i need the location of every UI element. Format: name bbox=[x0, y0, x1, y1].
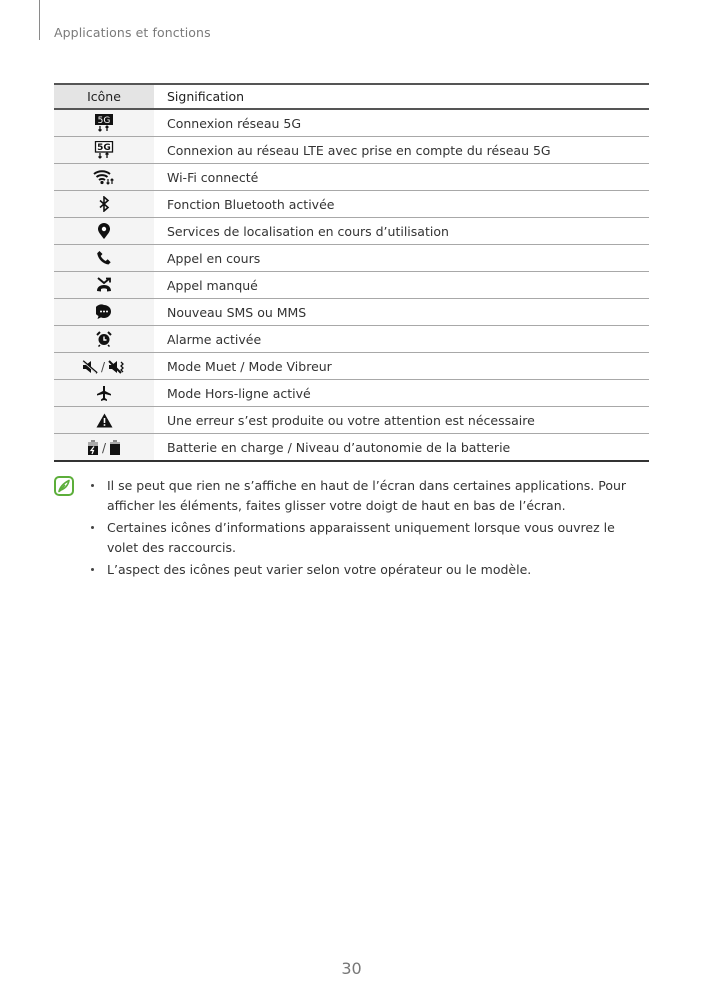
note-pencil-icon bbox=[54, 476, 74, 496]
battery-charging-icon bbox=[87, 440, 99, 455]
note-section bbox=[54, 476, 634, 583]
phone-call-icon bbox=[96, 250, 112, 266]
note-item: L’aspect des icônes peut varier selon votre opérateur ou le modèle. bbox=[107, 560, 634, 580]
table-row bbox=[54, 191, 649, 218]
alarm-clock-icon bbox=[96, 331, 112, 347]
table-row bbox=[54, 353, 649, 380]
table-row bbox=[54, 434, 649, 462]
note-list bbox=[54, 476, 634, 580]
meaning-text: Mode Hors-ligne activé bbox=[154, 380, 649, 407]
icon-separator: / bbox=[100, 359, 106, 374]
margin-rule bbox=[39, 0, 40, 40]
table-row bbox=[54, 272, 649, 299]
icon-separator: / bbox=[101, 440, 107, 455]
meaning-text: Nouveau SMS ou MMS bbox=[154, 299, 649, 326]
svg-text:5G: 5G bbox=[97, 116, 111, 126]
column-header-icon: Icône bbox=[54, 84, 154, 109]
status-icons-table bbox=[54, 83, 649, 462]
table-row bbox=[54, 218, 649, 245]
meaning-text: Appel manqué bbox=[154, 272, 649, 299]
wifi-connected-icon bbox=[93, 169, 115, 185]
svg-text:5G: 5G bbox=[97, 143, 111, 153]
vibrate-icon bbox=[108, 360, 126, 374]
table-row bbox=[54, 326, 649, 353]
meaning-text: Mode Muet / Mode Vibreur bbox=[154, 353, 649, 380]
meaning-text: Services de localisation en cours d’utilisation bbox=[154, 218, 649, 245]
table-row bbox=[54, 164, 649, 191]
note-item: Certaines icônes d’informations apparaissent uniquement lorsque vous ouvrez le volet des raccourcis. bbox=[107, 518, 634, 557]
meaning-text: Batterie en charge / Niveau d’autonomie de la batterie bbox=[154, 434, 649, 462]
airplane-icon bbox=[96, 385, 112, 401]
table-row bbox=[54, 245, 649, 272]
table-row bbox=[54, 380, 649, 407]
5g-network-icon bbox=[94, 114, 114, 132]
missed-call-icon bbox=[96, 277, 112, 293]
meaning-text: Wi-Fi connecté bbox=[154, 164, 649, 191]
table-header-row bbox=[54, 84, 649, 109]
meaning-text: Connexion au réseau LTE avec prise en compte du réseau 5G bbox=[154, 137, 649, 164]
section-header: Applications et fonctions bbox=[54, 25, 211, 40]
lte-5g-network-icon bbox=[94, 141, 114, 159]
table-row bbox=[54, 299, 649, 326]
column-header-meaning: Signification bbox=[167, 89, 245, 104]
meaning-text: Connexion réseau 5G bbox=[154, 109, 649, 137]
table-row bbox=[54, 137, 649, 164]
table-row bbox=[54, 407, 649, 434]
page-number: 30 bbox=[341, 959, 362, 978]
warning-icon bbox=[96, 413, 113, 428]
meaning-text: Une erreur s’est produite ou votre attention est nécessaire bbox=[154, 407, 649, 434]
meaning-text: Appel en cours bbox=[154, 245, 649, 272]
battery-level-icon bbox=[109, 440, 121, 455]
meaning-text: Alarme activée bbox=[154, 326, 649, 353]
message-bubble-icon bbox=[96, 304, 112, 320]
meaning-text: Fonction Bluetooth activée bbox=[154, 191, 649, 218]
mute-icon bbox=[82, 360, 98, 374]
note-item: Il se peut que rien ne s’affiche en haut de l’écran dans certaines applications. Pour afficher les éléments, faites glisser votre doigt de haut en bas de l’écran. bbox=[107, 476, 634, 515]
location-pin-icon bbox=[97, 223, 111, 240]
bluetooth-icon bbox=[98, 196, 110, 212]
table-row bbox=[54, 109, 649, 137]
